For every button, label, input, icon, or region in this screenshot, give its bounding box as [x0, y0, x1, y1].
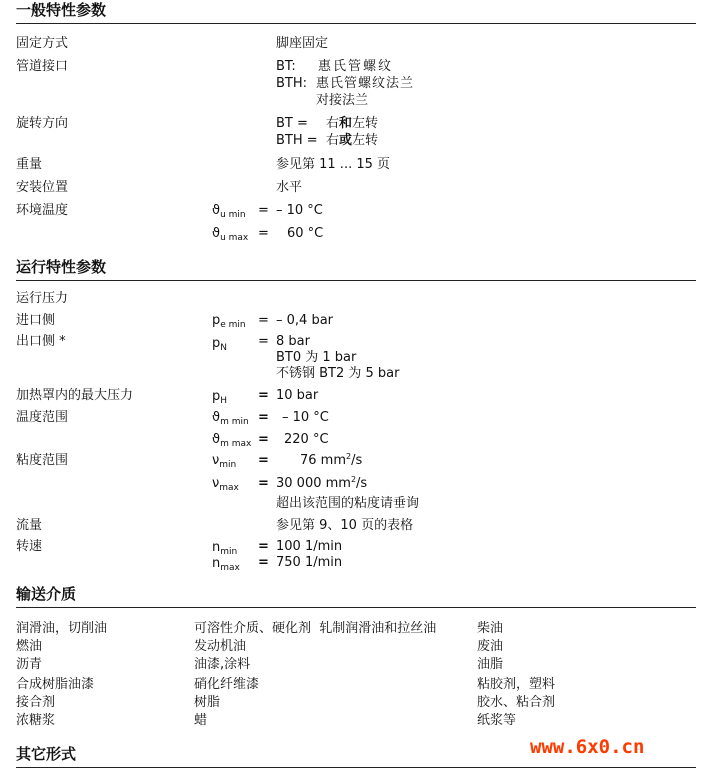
symbol-outlet: $p_N$	[212, 336, 227, 353]
media-item: 蜡	[194, 713, 208, 728]
label-pipe: 管道接口	[16, 59, 69, 74]
value-outlet: 8 bar	[276, 334, 310, 349]
symbol-temp-max: $ϑ_{m max}$	[212, 432, 252, 449]
label-rotation: 旋转方向	[16, 116, 69, 131]
media-item: 浓糖浆	[16, 713, 56, 728]
media-item: 粘胶剂，塑料	[477, 677, 556, 692]
value-amb-max: 60 °C	[287, 226, 324, 241]
media-item: 油脂	[477, 657, 504, 672]
media-item: 胶水、粘合剂	[477, 695, 556, 710]
equals: =	[258, 539, 269, 554]
label-pressure: 运行压力	[16, 291, 69, 306]
media-item: 接合剂	[16, 695, 56, 710]
symbol-amb-max: $ϑ_{u max}$	[212, 226, 249, 243]
symbol-temp-min: $ϑ_{m min}$	[212, 410, 249, 427]
equals: =	[258, 555, 269, 570]
value-outlet-bt2: 不锈钢 BT2 为 5 bar	[276, 366, 400, 381]
watermark: www.6x0.cn	[530, 736, 645, 758]
symbol-speed-max: $n_{max}$	[212, 556, 240, 573]
pipe-bth-key: BTH:	[276, 76, 308, 91]
label-speed: 转速	[16, 539, 43, 554]
pipe-bth-value: 惠氏管螺纹法兰	[316, 76, 415, 91]
equals: =	[258, 203, 269, 218]
pipe-bt-value: 惠氏管螺纹	[318, 59, 394, 74]
media-item: 树脂	[194, 695, 221, 710]
media-item: 柴油	[477, 621, 504, 636]
media-item: 油漆,涂料	[194, 657, 251, 672]
equals: =	[258, 410, 269, 425]
equals: =	[258, 226, 269, 241]
media-item: 废油	[477, 639, 504, 654]
pipe-bth-value-2: 对接法兰	[316, 93, 369, 108]
rot-bt-value: 右和左转	[326, 116, 379, 131]
media-item: 纸浆等	[477, 713, 517, 728]
media-item: 润滑油，切削油	[16, 621, 108, 636]
media-item: 合成树脂油漆	[16, 677, 95, 692]
symbol-speed-min: $n_{min}$	[212, 540, 238, 557]
value-temp-min: – 10 °C	[282, 410, 329, 425]
symbol-inlet: $p_{e min}$	[212, 313, 246, 330]
symbol-visc-max: $\nu_{max}$	[212, 476, 239, 493]
value-amb-min: – 10 °C	[276, 203, 323, 218]
section-divider	[16, 607, 696, 608]
label-install: 安装位置	[16, 180, 69, 195]
section-divider	[16, 280, 696, 281]
value-weight: 参见第 11 ... 15 页	[276, 157, 391, 172]
viscosity-note: 超出该范围的粘度请垂询	[276, 496, 420, 511]
equals: =	[258, 334, 269, 349]
label-inlet: 进口侧	[16, 313, 56, 328]
value-heat: 10 bar	[276, 388, 319, 403]
label-flow: 流量	[16, 518, 43, 533]
label-outlet: 出口侧 *	[16, 334, 66, 349]
value-install: 水平	[276, 180, 303, 195]
media-item: 硝化纤维漆	[194, 677, 260, 692]
symbol-amb-min: $ϑ_{u min}$	[212, 203, 246, 220]
label-heat-jacket: 加热罩内的最大压力	[16, 388, 134, 403]
equals: =	[258, 432, 269, 447]
equals: =	[258, 313, 269, 328]
value-flow: 参见第 9、10 页的表格	[276, 518, 414, 533]
label-viscosity: 粘度范围	[16, 453, 69, 468]
section-title-other: 其它形式	[16, 745, 77, 763]
value-outlet-bt0: BT0 为 1 bar	[276, 350, 357, 365]
equals: =	[258, 453, 269, 468]
media-item: 可溶性介质、硬化剂 轧制润滑油和拉丝油	[194, 621, 437, 636]
pipe-bt-key: BT:	[276, 59, 296, 74]
value-temp-max: 220 °C	[284, 432, 329, 447]
value-inlet: – 0,4 bar	[276, 313, 334, 328]
symbol-visc-min: $\nu_{min}$	[212, 453, 237, 470]
equals: =	[258, 476, 269, 491]
symbol-heat: $p_H$	[212, 389, 228, 406]
label-ambient: 环境温度	[16, 203, 69, 218]
value-speed-min: 100 1/min	[276, 539, 343, 554]
value-fixing: 脚座固定	[276, 36, 329, 51]
label-temp-range: 温度范围	[16, 410, 69, 425]
section-divider	[16, 767, 696, 768]
rot-bt-key: BT =	[276, 116, 308, 131]
section-title-media: 输送介质	[16, 585, 77, 603]
section-title-general: 一般特性参数	[16, 1, 107, 19]
value-speed-max: 750 1/min	[276, 555, 343, 570]
rot-bth-key: BTH =	[276, 133, 318, 148]
label-weight: 重量	[16, 157, 43, 172]
rot-bth-value: 右或左转	[326, 133, 379, 148]
value-visc-max: 30 000 $mm^2/s$	[276, 475, 368, 491]
section-title-operating: 运行特性参数	[16, 258, 107, 276]
media-item: 沥青	[16, 657, 43, 672]
section-divider	[16, 23, 696, 24]
media-item: 燃油	[16, 639, 43, 654]
value-visc-min: 76 $mm^2/s$	[300, 452, 363, 468]
equals: =	[258, 388, 269, 403]
media-item: 发动机油	[194, 639, 247, 654]
label-fixing: 固定方式	[16, 36, 69, 51]
